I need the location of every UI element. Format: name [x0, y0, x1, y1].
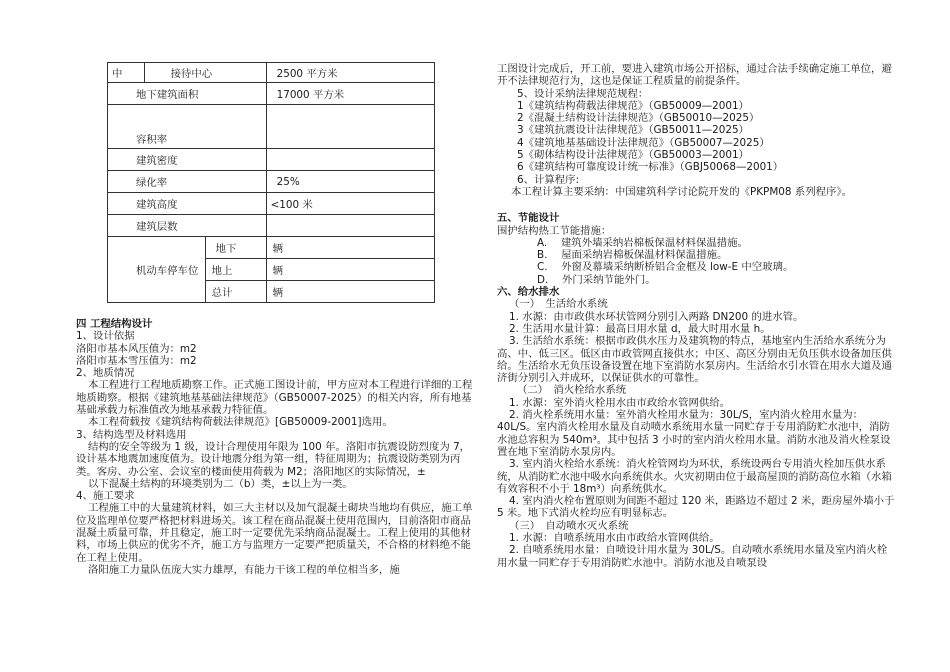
- table-cell: 2500 平方米: [266, 63, 434, 83]
- spacer: [497, 198, 897, 212]
- building-spec-table: [107, 62, 435, 303]
- paragraph: 本工程进行工程地质勘察工作。正式施工图设计前，甲方应对本工程进行详细的工程地质勘察。根据《建筑地基基础法律规范》（GB50007-2025）的相关内容，所有地基基础承载力标准值改为地基承载力特征值。: [76, 379, 473, 417]
- table-cell: 辆: [266, 281, 434, 303]
- table-cell: <100 米: [266, 193, 434, 215]
- list-item: C. 外窗及幕墙采纳断桥铝合金框及 low-E 中空玻璃。: [537, 261, 794, 274]
- subheading: 3、结构选型及材料选用: [76, 428, 187, 441]
- paragraph: 1. 水源：室外消火栓用水由市政给水管网供给。: [509, 396, 731, 409]
- table-cell: [266, 105, 434, 149]
- paragraph: 工程施工中的大量建筑材料，如三大主材以及加气混凝土砌块当地均有供应，施工单位及监理单位要严格把材料进场关。该工程在商品混凝土使用范围内，目前洛阳市商品混凝土质量可靠，并且稳定，施工时一定要优先采纳商品混凝土。工程上使用的其他材料，市场上供应的优劣不齐，施工方与监理方一定要严把质量关，不合格的材料绝不能在工程上使用。: [76, 502, 473, 564]
- paragraph: 3. 室内消火栓给水系统：消火栓管网均为环状，系统设两台专用消火栓加压供水系统，从消防贮水池中吸水向系统供水。火灾初期由位于最高屋顶的消防高位水箱（水箱有效容积不小于 18m³）向系统供水。: [497, 458, 892, 495]
- list-item: A. 建筑外墙采纳岩棉板保温材料保温措施。: [537, 236, 748, 249]
- table-cell: 地上: [205, 259, 266, 281]
- table-cell: 建筑层数: [108, 215, 267, 237]
- subheading: 1、设计依据: [76, 330, 135, 343]
- paragraph: 围护结构热工节能措施：: [497, 224, 612, 237]
- right-column-text: [497, 63, 897, 569]
- table-cell: [266, 215, 434, 237]
- subheading: （二） 消火栓给水系统: [517, 384, 627, 397]
- table-cell: 总计: [205, 281, 266, 303]
- paragraph: 结构的安全等级为 1 级，设计合理使用年限为 100 年。洛阳市抗震设防烈度为 7，设计基本地震加速度值为。设计地震分组为第一组，特征周期为；抗震设防类别为丙类。客房、办公室、会议室的楼面使用荷载为 M2；洛阳地区的实际情况，±: [76, 440, 471, 478]
- table-cell: 接待中心: [144, 63, 266, 83]
- table-cell: 建筑高度: [108, 193, 267, 215]
- table-cell: 中: [108, 63, 145, 83]
- table-cell: 容积率: [108, 105, 267, 149]
- table-cell: 地下建筑面积: [108, 83, 267, 105]
- subheading: 4、施工要求: [76, 490, 135, 503]
- paragraph: 洛阳施工力量队伍庞大实力雄厚，有能力干该工程的单位相当多，施: [88, 563, 400, 576]
- paragraph: 以下混凝土结构的环境类别为二（b）类，±以上为一类。: [88, 477, 353, 490]
- table-row: [108, 171, 435, 193]
- paragraph: 4. 室内消火栓布置原则为间距不超过 120 米，距路边不超过 2 米，距房屋外墙小于 5 米。地下式消火栓均应有明显标志。: [497, 495, 895, 520]
- subheading: （一） 生活给水系统: [509, 298, 608, 311]
- paragraph: 本工程荷载按《建筑结构荷载法律规范》[GB50009-2001]选用。: [88, 416, 393, 429]
- subheading: 2、地质情况: [76, 367, 135, 380]
- paragraph: 3. 生活给水系统：根据市政供水压力及建筑物的特点，基地室内生活给水系统分为高、中、低三区。低区由市政管网直接供水；中区、高区分别由无负压供水设备加压供给。生活给水无负压设备设置在地下室消防水泵房内。生活给水引水管在用水大道及通济街分别引入并成环，以保证供水的可靠性。: [497, 335, 892, 385]
- list-item: 6《建筑结构可靠度设计统一标准》（GBJ50068—2001）: [517, 161, 784, 174]
- list-item: B. 屋面采纳岩棉板保温材料保温措施。: [537, 249, 728, 262]
- parking-label-cell: 机动车停车位: [108, 237, 206, 303]
- paragraph: 本工程计算主要采纳：中国建筑科学讨论院开发的《PKPM08 系列程序》。: [511, 185, 852, 198]
- section-heading: 五、节能设计: [497, 212, 560, 225]
- list-item: 5《砌体结构设计法律规范》（GB50003—2001）: [517, 149, 749, 162]
- paragraph: 洛阳市基本雪压值为：m2: [76, 354, 197, 367]
- paragraph: 1. 水源：由市政供水环状管网分别引入两路 DN200 的进水管。: [509, 310, 804, 323]
- table-row: [108, 105, 435, 149]
- table-cell: 17000 平方米: [266, 83, 434, 105]
- table-row: [108, 215, 435, 237]
- table-cell: 25%: [266, 171, 434, 193]
- left-column-text: [76, 318, 476, 576]
- list-item: 4《建筑地基基础设计法律规范》（GB50007—2025）: [517, 136, 770, 149]
- paragraph: 洛阳市基本风压值为：m2: [76, 342, 197, 355]
- paragraph: 2. 消火栓系统用水量：室外消火栓用水量为：30L/S，室内消火栓用水量为：40L/S。室内消火栓用水量及自动喷水系统用水量一同贮存于专用消防贮水池中，消防水池总容积为 540m³。其中包括 3 小时的室内消火栓用水量。消防水池及消火栓泵设置在地下室消防水泵房内。: [497, 409, 891, 458]
- table-cell: [266, 149, 434, 171]
- table-row: [108, 63, 435, 83]
- subheading: 6、计算程序:: [517, 173, 580, 186]
- table-cell: 辆: [266, 259, 434, 281]
- paragraph: 2. 自喷系统用水量：自喷设计用水量为 30L/S。自动喷水系统用水量及室内消火栓用水量一同贮存于专用消防贮水池中。消防水池及自喷泵设: [497, 544, 888, 569]
- table-row: [108, 193, 435, 215]
- paragraph: 工图设计完成后，开工前，要进入建筑市场公开招标，通过合法手续确定施工单位，避开不法律规范行为，这也是保证工程质量的前提条件。: [497, 63, 892, 88]
- table-cell: 建筑密度: [108, 149, 267, 171]
- table-cell: 绿化率: [108, 171, 267, 193]
- list-item: 2《混凝土结构设计法律规范》（GB50010—2025）: [517, 112, 760, 125]
- list-item: 1《建筑结构荷载法律规范》（GB50009—2001）: [517, 99, 749, 112]
- list-item: D. 外门采纳节能外门。: [537, 273, 656, 286]
- table-cell: 辆: [266, 237, 434, 259]
- table-row: [108, 83, 435, 105]
- subheading: 5、设计采纳法律规范规程：: [517, 87, 649, 100]
- table-row: [108, 237, 435, 259]
- table-row: [108, 149, 435, 171]
- subheading: （三） 自动喷水灭火系统: [509, 519, 629, 532]
- paragraph: 2. 生活用水量计算：最高日用水量 d，最大时用水量 h。: [509, 322, 771, 335]
- table-cell: 地下: [205, 237, 266, 259]
- paragraph: 1. 水源：自喷系统用水由市政给水管网供给。: [509, 531, 720, 544]
- section-heading: 四 工程结构设计: [76, 318, 153, 330]
- list-item: 3《建筑抗震设计法律规范》（GB50011—2025）: [517, 124, 749, 137]
- section-heading: 六、给水排水: [497, 286, 560, 299]
